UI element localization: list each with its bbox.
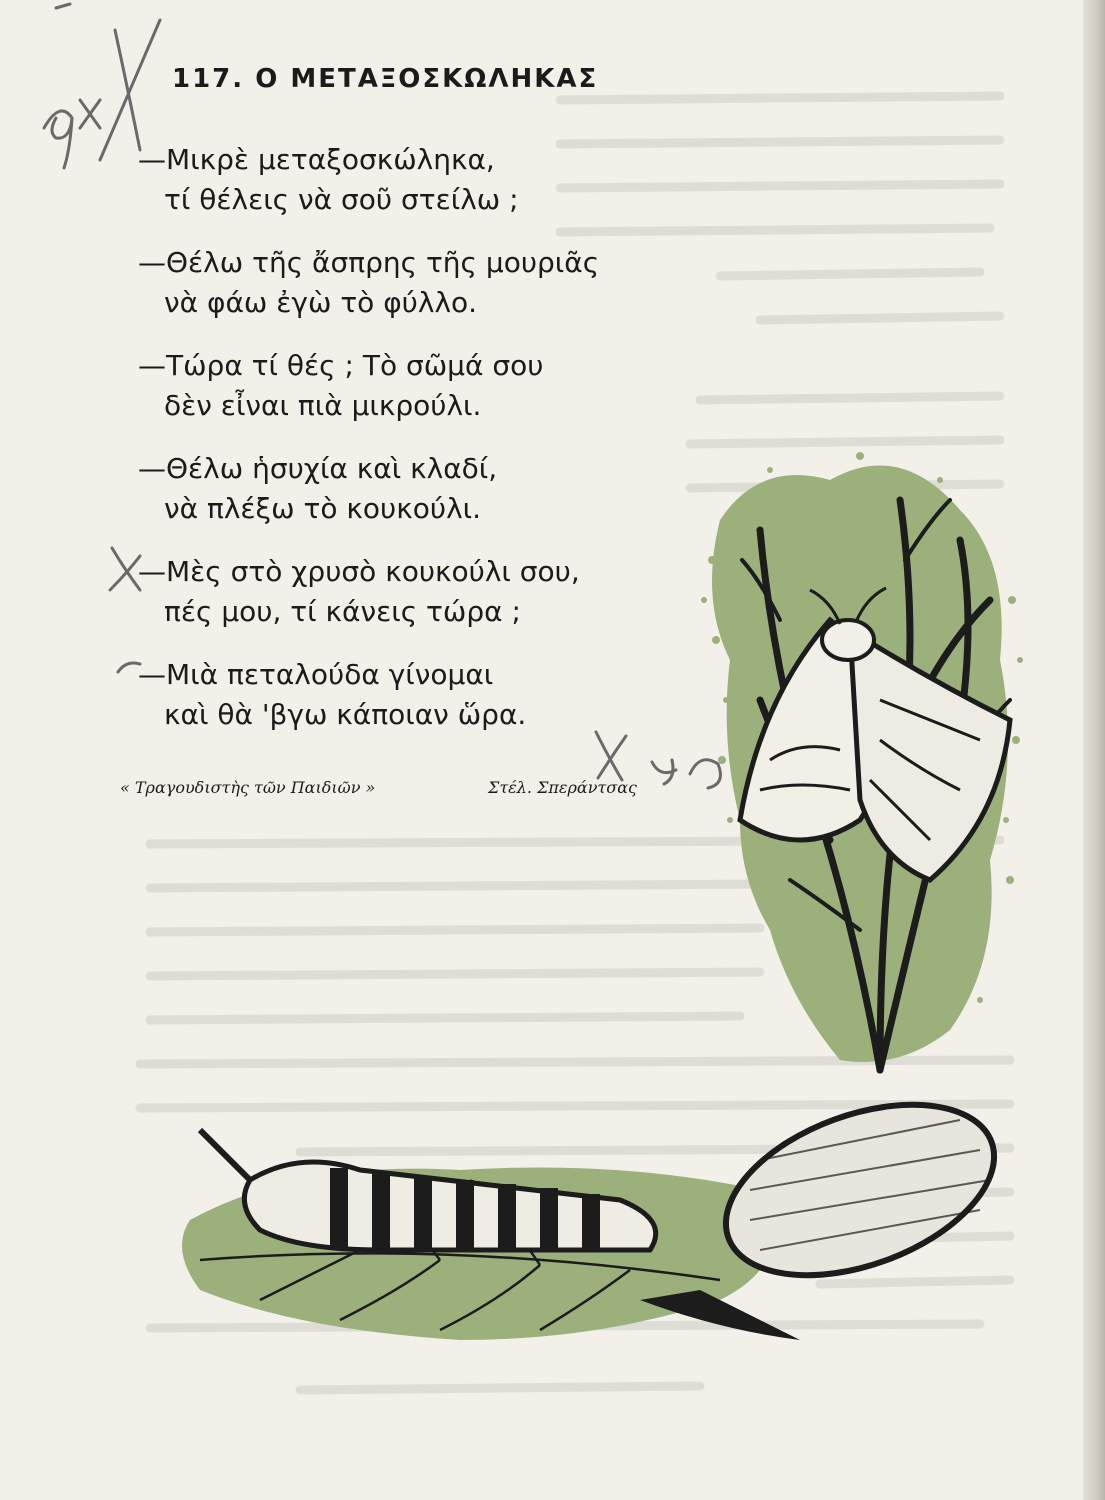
poem-line: νὰ φάω ἐγὼ τὸ φύλλο.	[164, 286, 478, 319]
poem-line: νὰ πλέξω τὸ κουκούλι.	[164, 492, 482, 525]
poem-author: Στέλ. Σπεράντσας	[488, 778, 637, 797]
poem-line: —Τώρα τί θές ; Τὸ σῶμά σου	[138, 349, 544, 382]
poem-line: —Θέλω τῆς ἄσπρης τῆς μουριᾶς	[138, 246, 600, 279]
poem-source: « Τραγουδιστὴς τῶν Παιδιῶν »	[120, 778, 376, 797]
poem-line: καὶ θὰ 'βγω κάποιαν ὥρα.	[164, 698, 527, 731]
poem-stanza	[138, 655, 778, 735]
poem-stanza	[138, 346, 778, 426]
poem-stanza	[138, 552, 778, 632]
poem-line: —Θέλω ἡσυχία καὶ κλαδί,	[138, 452, 498, 485]
poem-line: —Μὲς στὸ χρυσὸ κουκούλι σου,	[138, 555, 580, 588]
poem-line: —Μικρὲ μεταξοσκώληκα,	[138, 143, 495, 176]
poem-stanza	[138, 140, 778, 220]
poem	[138, 140, 778, 758]
poem-stanza	[138, 449, 778, 529]
poem-stanza	[138, 243, 778, 323]
page-title: 117. Ο ΜΕΤΑΞΟΣΚΩΛΗΚΑΣ	[172, 64, 599, 94]
poem-line: δὲν εἶναι πιὰ μικρούλι.	[164, 389, 482, 422]
poem-line: πές μου, τί κάνεις τώρα ;	[164, 595, 521, 628]
poem-line: τί θέλεις νὰ σοῦ στείλω ;	[164, 183, 519, 216]
poem-line: —Μιὰ πεταλούδα γίνομαι	[138, 658, 494, 691]
